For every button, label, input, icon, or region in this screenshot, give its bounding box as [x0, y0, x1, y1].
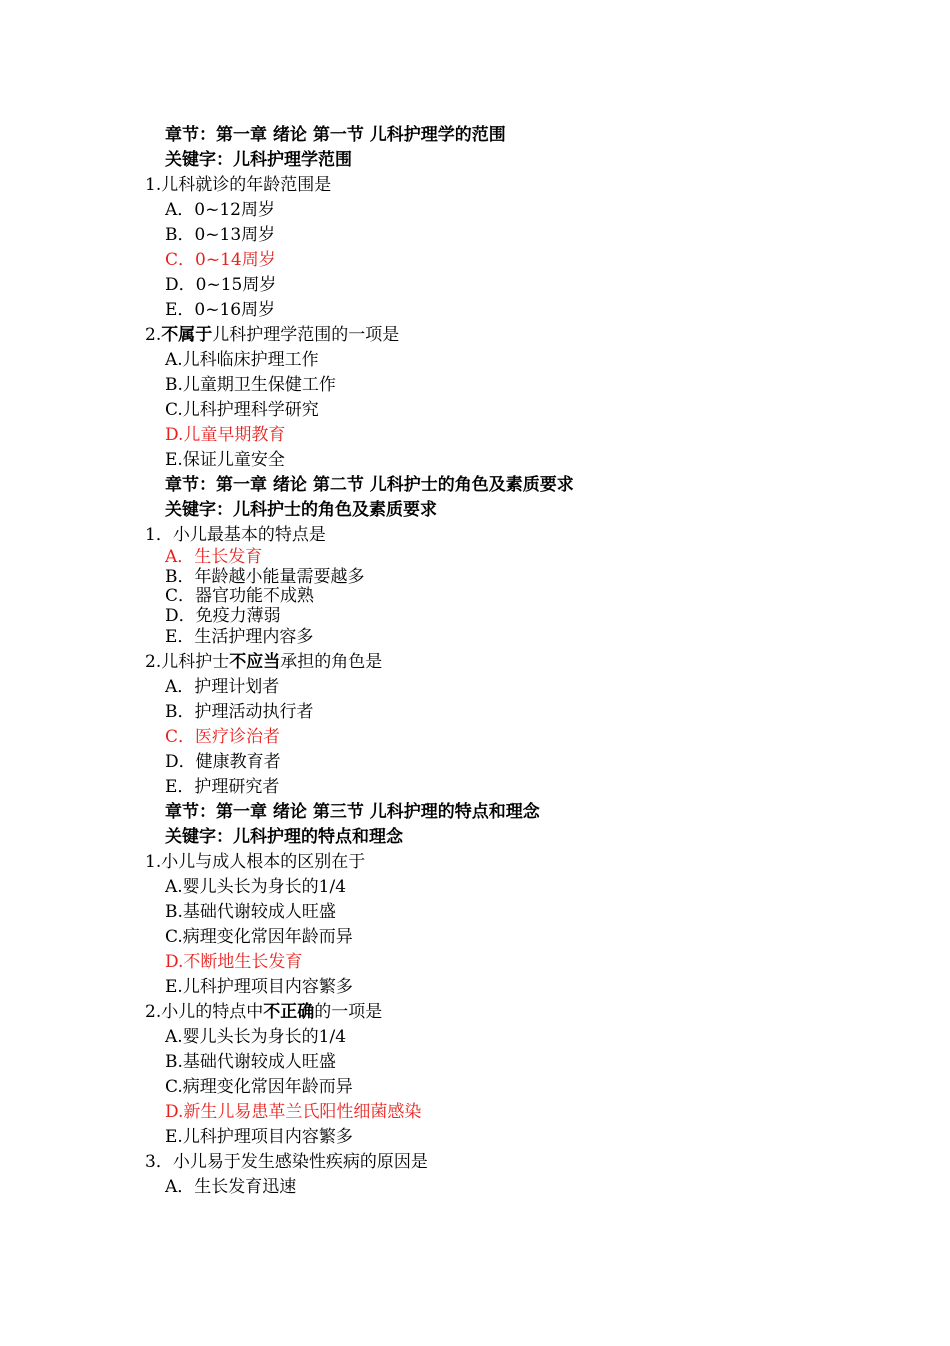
question-stem: 2.不属于儿科护理学范围的一项是 — [145, 325, 400, 345]
emphasis-text: 不属于 — [161, 325, 213, 345]
option-c-answer: C．0~14周岁 — [165, 250, 276, 270]
option-b: B.基础代谢较成人旺盛 — [165, 902, 336, 922]
chapter-heading: 章节：第一章 绪论 第二节 儿科护士的角色及素质要求 — [165, 475, 574, 495]
option-d-answer: D.不断地生长发育 — [165, 952, 303, 972]
option-e: E．生活护理内容多 — [165, 627, 314, 647]
option-d-answer: D.新生儿易患革兰氏阳性细菌感染 — [165, 1102, 422, 1122]
option-b: B．0~13周岁 — [165, 225, 276, 245]
question-stem: 1．小儿最基本的特点是 — [145, 525, 326, 545]
option-b: B.基础代谢较成人旺盛 — [165, 1052, 336, 1072]
option-a: A．生长发育迅速 — [165, 1177, 297, 1197]
option-b: B.儿童期卫生保健工作 — [165, 375, 336, 395]
chapter-heading: 章节：第一章 绪论 第三节 儿科护理的特点和理念 — [165, 802, 540, 822]
option-e: E.儿科护理项目内容繁多 — [165, 977, 353, 997]
question-stem: 1.小儿与成人根本的区别在于 — [145, 852, 366, 872]
option-e: E.儿科护理项目内容繁多 — [165, 1127, 353, 1147]
question-stem: 2.小儿的特点中不正确的一项是 — [145, 1002, 383, 1022]
option-d-answer: D.儿童早期教育 — [165, 425, 286, 445]
option-c-answer: C．医疗诊治者 — [165, 727, 281, 747]
option-e: E．0~16周岁 — [165, 300, 276, 320]
option-a: A．护理计划者 — [165, 677, 280, 697]
option-a: A.婴儿头长为身长的1/4 — [165, 1027, 347, 1047]
option-e: E．护理研究者 — [165, 777, 280, 797]
option-b: B．护理活动执行者 — [165, 702, 314, 722]
chapter-heading: 章节：第一章 绪论 第一节 儿科护理学的范围 — [165, 125, 506, 145]
option-b: B．年龄越小能量需要越多 — [165, 567, 365, 587]
option-d: D．免疫力薄弱 — [165, 606, 281, 626]
option-c: C．器官功能不成熟 — [165, 586, 315, 606]
keywords-heading: 关键字：儿科护士的角色及素质要求 — [165, 500, 437, 520]
option-a: A．0~12周岁 — [165, 200, 275, 220]
option-e: E.保证儿童安全 — [165, 450, 285, 470]
option-a-answer: A．生长发育 — [165, 547, 263, 567]
keywords-heading: 关键字：儿科护理学范围 — [165, 150, 352, 170]
question-stem: 3．小儿易于发生感染性疾病的原因是 — [145, 1152, 428, 1172]
option-c: C.病理变化常因年龄而异 — [165, 927, 353, 947]
question-stem: 2.儿科护士不应当承担的角色是 — [145, 652, 383, 672]
option-c: C.儿科护理科学研究 — [165, 400, 319, 420]
option-d: D．0~15周岁 — [165, 275, 277, 295]
emphasis-text: 不正确 — [263, 1002, 315, 1022]
option-c: C.病理变化常因年龄而异 — [165, 1077, 353, 1097]
keywords-heading: 关键字：儿科护理的特点和理念 — [165, 827, 403, 847]
option-a: A.婴儿头长为身长的1/4 — [165, 877, 347, 897]
option-d: D．健康教育者 — [165, 752, 281, 772]
emphasis-text: 不应当 — [229, 652, 281, 672]
question-stem: 1.儿科就诊的年龄范围是 — [145, 175, 332, 195]
option-a: A.儿科临床护理工作 — [165, 350, 319, 370]
